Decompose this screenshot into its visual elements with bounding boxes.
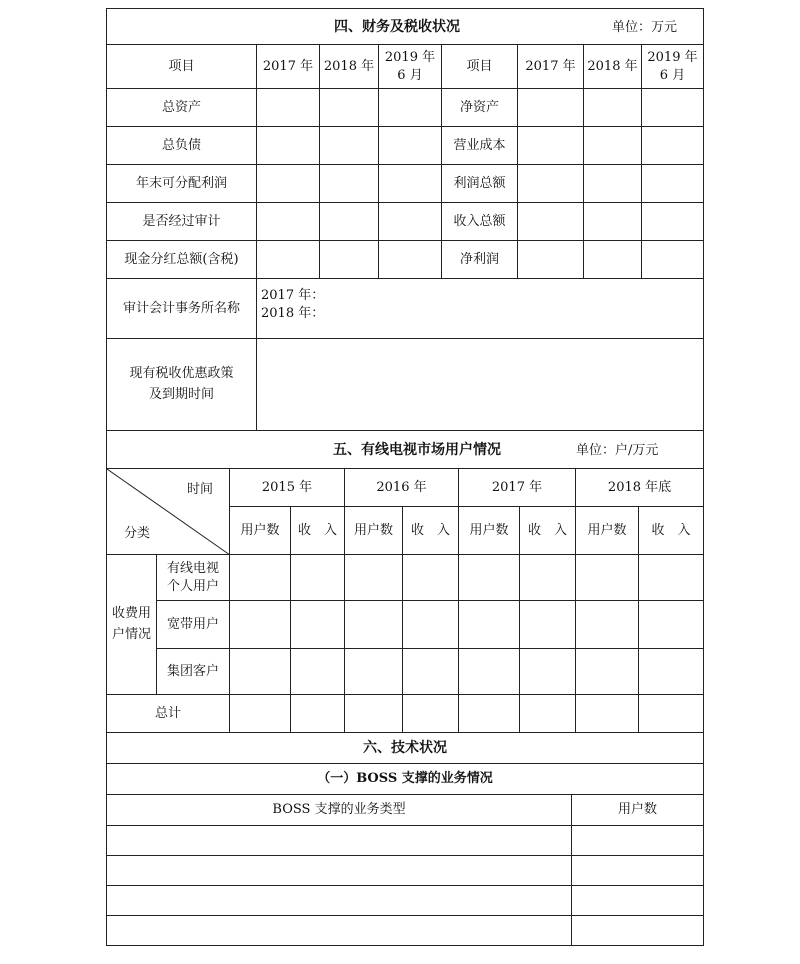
input-cell[interactable] <box>257 203 320 241</box>
row-label-cash-dividend: 现金分红总额(含税) <box>107 241 257 279</box>
col-header-2019-left-text: 2019 年6 月 <box>384 49 436 83</box>
row-label-net-assets: 净资产 <box>442 89 518 127</box>
input-cell[interactable] <box>403 601 459 649</box>
input-cell[interactable] <box>639 601 704 649</box>
row-label-total-liabilities: 总负债 <box>107 127 257 165</box>
input-cell[interactable] <box>345 601 403 649</box>
row-label-operating-cost: 营业成本 <box>442 127 518 165</box>
row-label-distributable-profit: 年末可分配利润 <box>107 165 257 203</box>
input-cell[interactable] <box>320 165 379 203</box>
input-cell[interactable] <box>403 695 459 733</box>
tech-title: 六、技术状况 <box>107 733 704 764</box>
diagonal-header-cell <box>107 469 230 555</box>
users-header: 用户数 <box>345 507 403 555</box>
table-row <box>107 279 704 339</box>
input-cell[interactable] <box>520 649 576 695</box>
cable-unit: 单位：户/万元 <box>576 443 659 458</box>
input-cell[interactable] <box>379 127 442 165</box>
form-page <box>106 8 703 946</box>
cable-title: 五、有线电视市场用户情况 <box>333 442 501 458</box>
year-header-2016: 2016 年 <box>345 469 459 507</box>
year-header-2018: 2018 年底 <box>576 469 704 507</box>
input-cell[interactable] <box>459 649 520 695</box>
table-row <box>107 89 704 127</box>
col-header-2019-right <box>642 45 704 89</box>
users-header: 用户数 <box>230 507 291 555</box>
row-label-total: 总计 <box>107 695 230 733</box>
input-cell[interactable] <box>459 555 520 601</box>
input-cell[interactable] <box>107 826 572 856</box>
row-label-cable-personal <box>157 555 230 601</box>
input-cell[interactable] <box>642 165 704 203</box>
income-header: 收 入 <box>403 507 459 555</box>
income-header: 收 入 <box>291 507 345 555</box>
table-row <box>107 649 704 695</box>
input-cell[interactable] <box>572 826 704 856</box>
finance-title: 四、财务及税收状况 <box>334 19 460 35</box>
input-cell[interactable] <box>379 89 442 127</box>
col-header-2017-right: 2017 年 <box>518 45 584 89</box>
input-cell[interactable] <box>642 127 704 165</box>
input-cell[interactable] <box>257 127 320 165</box>
input-cell[interactable] <box>584 241 642 279</box>
input-cell[interactable] <box>639 555 704 601</box>
input-cell[interactable] <box>379 165 442 203</box>
input-cell[interactable] <box>520 555 576 601</box>
row-label-group-client: 集团客户 <box>157 649 230 695</box>
table-row <box>107 695 704 733</box>
row-label-total-profit: 利润总额 <box>442 165 518 203</box>
row-label-total-income: 收入总额 <box>442 203 518 241</box>
input-cell[interactable] <box>257 241 320 279</box>
tech-header-row <box>107 795 704 826</box>
paid-users-group-label <box>107 555 157 695</box>
table-row <box>107 601 704 649</box>
row-label-cable-personal-text: 有线电视个人用户 <box>166 560 219 594</box>
input-cell[interactable] <box>107 856 572 886</box>
audit-firm-label: 审计会计事务所名称 <box>107 279 257 339</box>
cable-section-header <box>107 431 704 469</box>
input-cell[interactable] <box>518 165 584 203</box>
input-cell[interactable] <box>230 649 291 695</box>
input-cell[interactable] <box>403 649 459 695</box>
users-header: 用户数 <box>576 507 639 555</box>
col-header-item-right: 项目 <box>442 45 518 89</box>
table-row <box>107 826 704 856</box>
group-label-line2: 户情况 <box>111 626 151 642</box>
input-cell[interactable] <box>320 127 379 165</box>
tax-policy-field[interactable] <box>257 339 704 431</box>
input-cell[interactable] <box>230 601 291 649</box>
input-cell[interactable] <box>320 241 379 279</box>
input-cell[interactable] <box>584 89 642 127</box>
table-row <box>107 165 704 203</box>
finance-unit: 单位：万元 <box>612 20 678 35</box>
input-cell[interactable] <box>584 165 642 203</box>
boss-type-header: BOSS 支撑的业务类型 <box>107 795 572 826</box>
input-cell[interactable] <box>291 601 345 649</box>
input-cell[interactable] <box>518 89 584 127</box>
income-header: 收 入 <box>520 507 576 555</box>
input-cell[interactable] <box>107 916 572 946</box>
input-cell[interactable] <box>459 695 520 733</box>
finance-table <box>106 8 704 431</box>
table-row <box>107 203 704 241</box>
row-label-net-profit: 净利润 <box>442 241 518 279</box>
boss-users-header: 用户数 <box>572 795 704 826</box>
year-header-2015: 2015 年 <box>230 469 345 507</box>
input-cell[interactable] <box>320 203 379 241</box>
input-cell[interactable] <box>345 649 403 695</box>
finance-section-header <box>107 9 704 45</box>
input-cell[interactable] <box>584 127 642 165</box>
col-header-2018-left: 2018 年 <box>320 45 379 89</box>
group-label-line1: 收费用 <box>111 605 151 621</box>
table-row <box>107 339 704 431</box>
input-cell[interactable] <box>639 649 704 695</box>
col-header-2017-left: 2017 年 <box>257 45 320 89</box>
input-cell[interactable] <box>572 856 704 886</box>
tax-policy-label <box>107 339 257 431</box>
diag-bottom-label: 分类 <box>124 526 151 541</box>
input-cell[interactable] <box>403 555 459 601</box>
row-label-broadband: 宽带用户 <box>157 601 230 649</box>
input-cell[interactable] <box>459 601 520 649</box>
tech-table <box>106 732 704 946</box>
input-cell[interactable] <box>584 203 642 241</box>
input-cell[interactable] <box>639 695 704 733</box>
table-row <box>107 916 704 946</box>
input-cell[interactable] <box>642 203 704 241</box>
row-label-total-assets: 总资产 <box>107 89 257 127</box>
input-cell[interactable] <box>345 695 403 733</box>
input-cell[interactable] <box>642 241 704 279</box>
input-cell[interactable] <box>345 555 403 601</box>
audit-firm-field[interactable] <box>257 279 704 339</box>
table-row <box>107 886 704 916</box>
row-label-audited: 是否经过审计 <box>107 203 257 241</box>
tech-subtitle: （一）BOSS 支撑的业务情况 <box>107 764 704 795</box>
input-cell[interactable] <box>572 916 704 946</box>
input-cell[interactable] <box>379 241 442 279</box>
input-cell[interactable] <box>518 127 584 165</box>
table-row <box>107 127 704 165</box>
input-cell[interactable] <box>320 89 379 127</box>
input-cell[interactable] <box>576 695 639 733</box>
finance-header-row <box>107 45 704 89</box>
input-cell[interactable] <box>518 241 584 279</box>
input-cell[interactable] <box>520 601 576 649</box>
audit-2018-label: 2018 年： <box>261 305 325 321</box>
col-header-item-left: 项目 <box>107 45 257 89</box>
diag-top-label: 时间 <box>187 482 214 497</box>
col-header-2019-left <box>379 45 442 89</box>
input-cell[interactable] <box>572 886 704 916</box>
users-header: 用户数 <box>459 507 520 555</box>
input-cell[interactable] <box>379 203 442 241</box>
input-cell[interactable] <box>230 555 291 601</box>
input-cell[interactable] <box>230 695 291 733</box>
input-cell[interactable] <box>642 89 704 127</box>
col-header-2019-right-text: 2019 年6 月 <box>647 49 698 83</box>
input-cell[interactable] <box>291 649 345 695</box>
input-cell[interactable] <box>291 555 345 601</box>
tax-policy-label-line2: 及到期时间 <box>148 386 214 402</box>
table-row <box>107 241 704 279</box>
year-header-2017: 2017 年 <box>459 469 576 507</box>
input-cell[interactable] <box>576 601 639 649</box>
table-row <box>107 555 704 601</box>
audit-2017-label: 2017 年： <box>261 288 325 303</box>
table-row <box>107 856 704 886</box>
input-cell[interactable] <box>576 555 639 601</box>
input-cell[interactable] <box>257 165 320 203</box>
input-cell[interactable] <box>257 89 320 127</box>
input-cell[interactable] <box>107 886 572 916</box>
input-cell[interactable] <box>291 695 345 733</box>
input-cell[interactable] <box>518 203 584 241</box>
input-cell[interactable] <box>576 649 639 695</box>
income-header: 收 入 <box>639 507 704 555</box>
input-cell[interactable] <box>520 695 576 733</box>
cable-table <box>106 430 704 733</box>
tax-policy-label-line1: 现有税收优惠政策 <box>129 365 234 381</box>
col-header-2018-right: 2018 年 <box>584 45 642 89</box>
